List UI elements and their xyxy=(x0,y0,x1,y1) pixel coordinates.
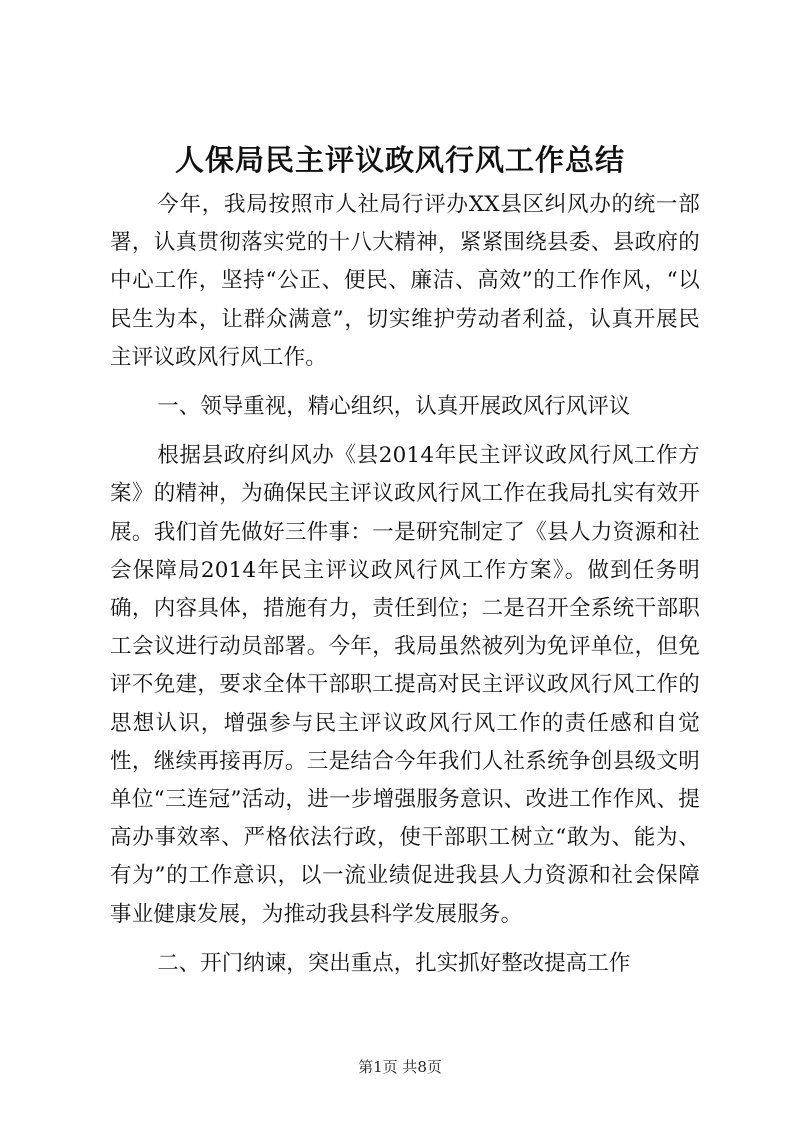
document-body xyxy=(110,186,700,994)
section-1-paragraph: 根据县政府纠风办《县2014年民主评议政风行风工作方案》的精神，为确保民主评议政风行风工作在我局扎实有效开展。我们首先做好三件事：一是研究制定了《县人力资源和社会保障局2014年民主评议政风行风工作方案》。做到任务明确，内容具体，措施有力，责任到位；二是召开全系统干部职工会议进行动员部署。今年，我局虽然被列为免评单位，但免评不免建，要求全体干部职工提高对民主评议政风行风工作的思想认识，增强参与民主评议政风行风工作的责任感和自觉性，继续再接再厉。三是结合今年我们人社系统争创县级文明单位“三连冠”活动，进一步增强服务意识、改进工作作风、提高办事效率、严格依法行政，使干部职工树立“敢为、能为、有为”的工作意识，以一流业绩促进我县人力资源和社会保障事业健康发展，为推动我县科学发展服务。 xyxy=(110,443,700,927)
section-heading-1: 一、领导重视，精心组织，认真开展政风行风评议 xyxy=(157,394,631,420)
document-title: 人保局民主评议政风行风工作总结 xyxy=(174,143,625,177)
page-number-footer: 第1页 共8页 xyxy=(358,1058,442,1076)
section-heading-2: 二、开门纳谏，突出重点，扎实抓好整改提高工作 xyxy=(157,950,631,976)
intro-paragraph: 今年，我局按照市人社局行评办XX县区纠风办的统一部署，认真贯彻落实党的十八大精神，紧紧围绕县委、县政府的中心工作，坚持“公正、便民、廉洁、高效”的工作作风，“以民生为本，让群众满意”，切实维护劳动者利益，认真开展民主评议政风行风工作。 xyxy=(110,192,700,370)
